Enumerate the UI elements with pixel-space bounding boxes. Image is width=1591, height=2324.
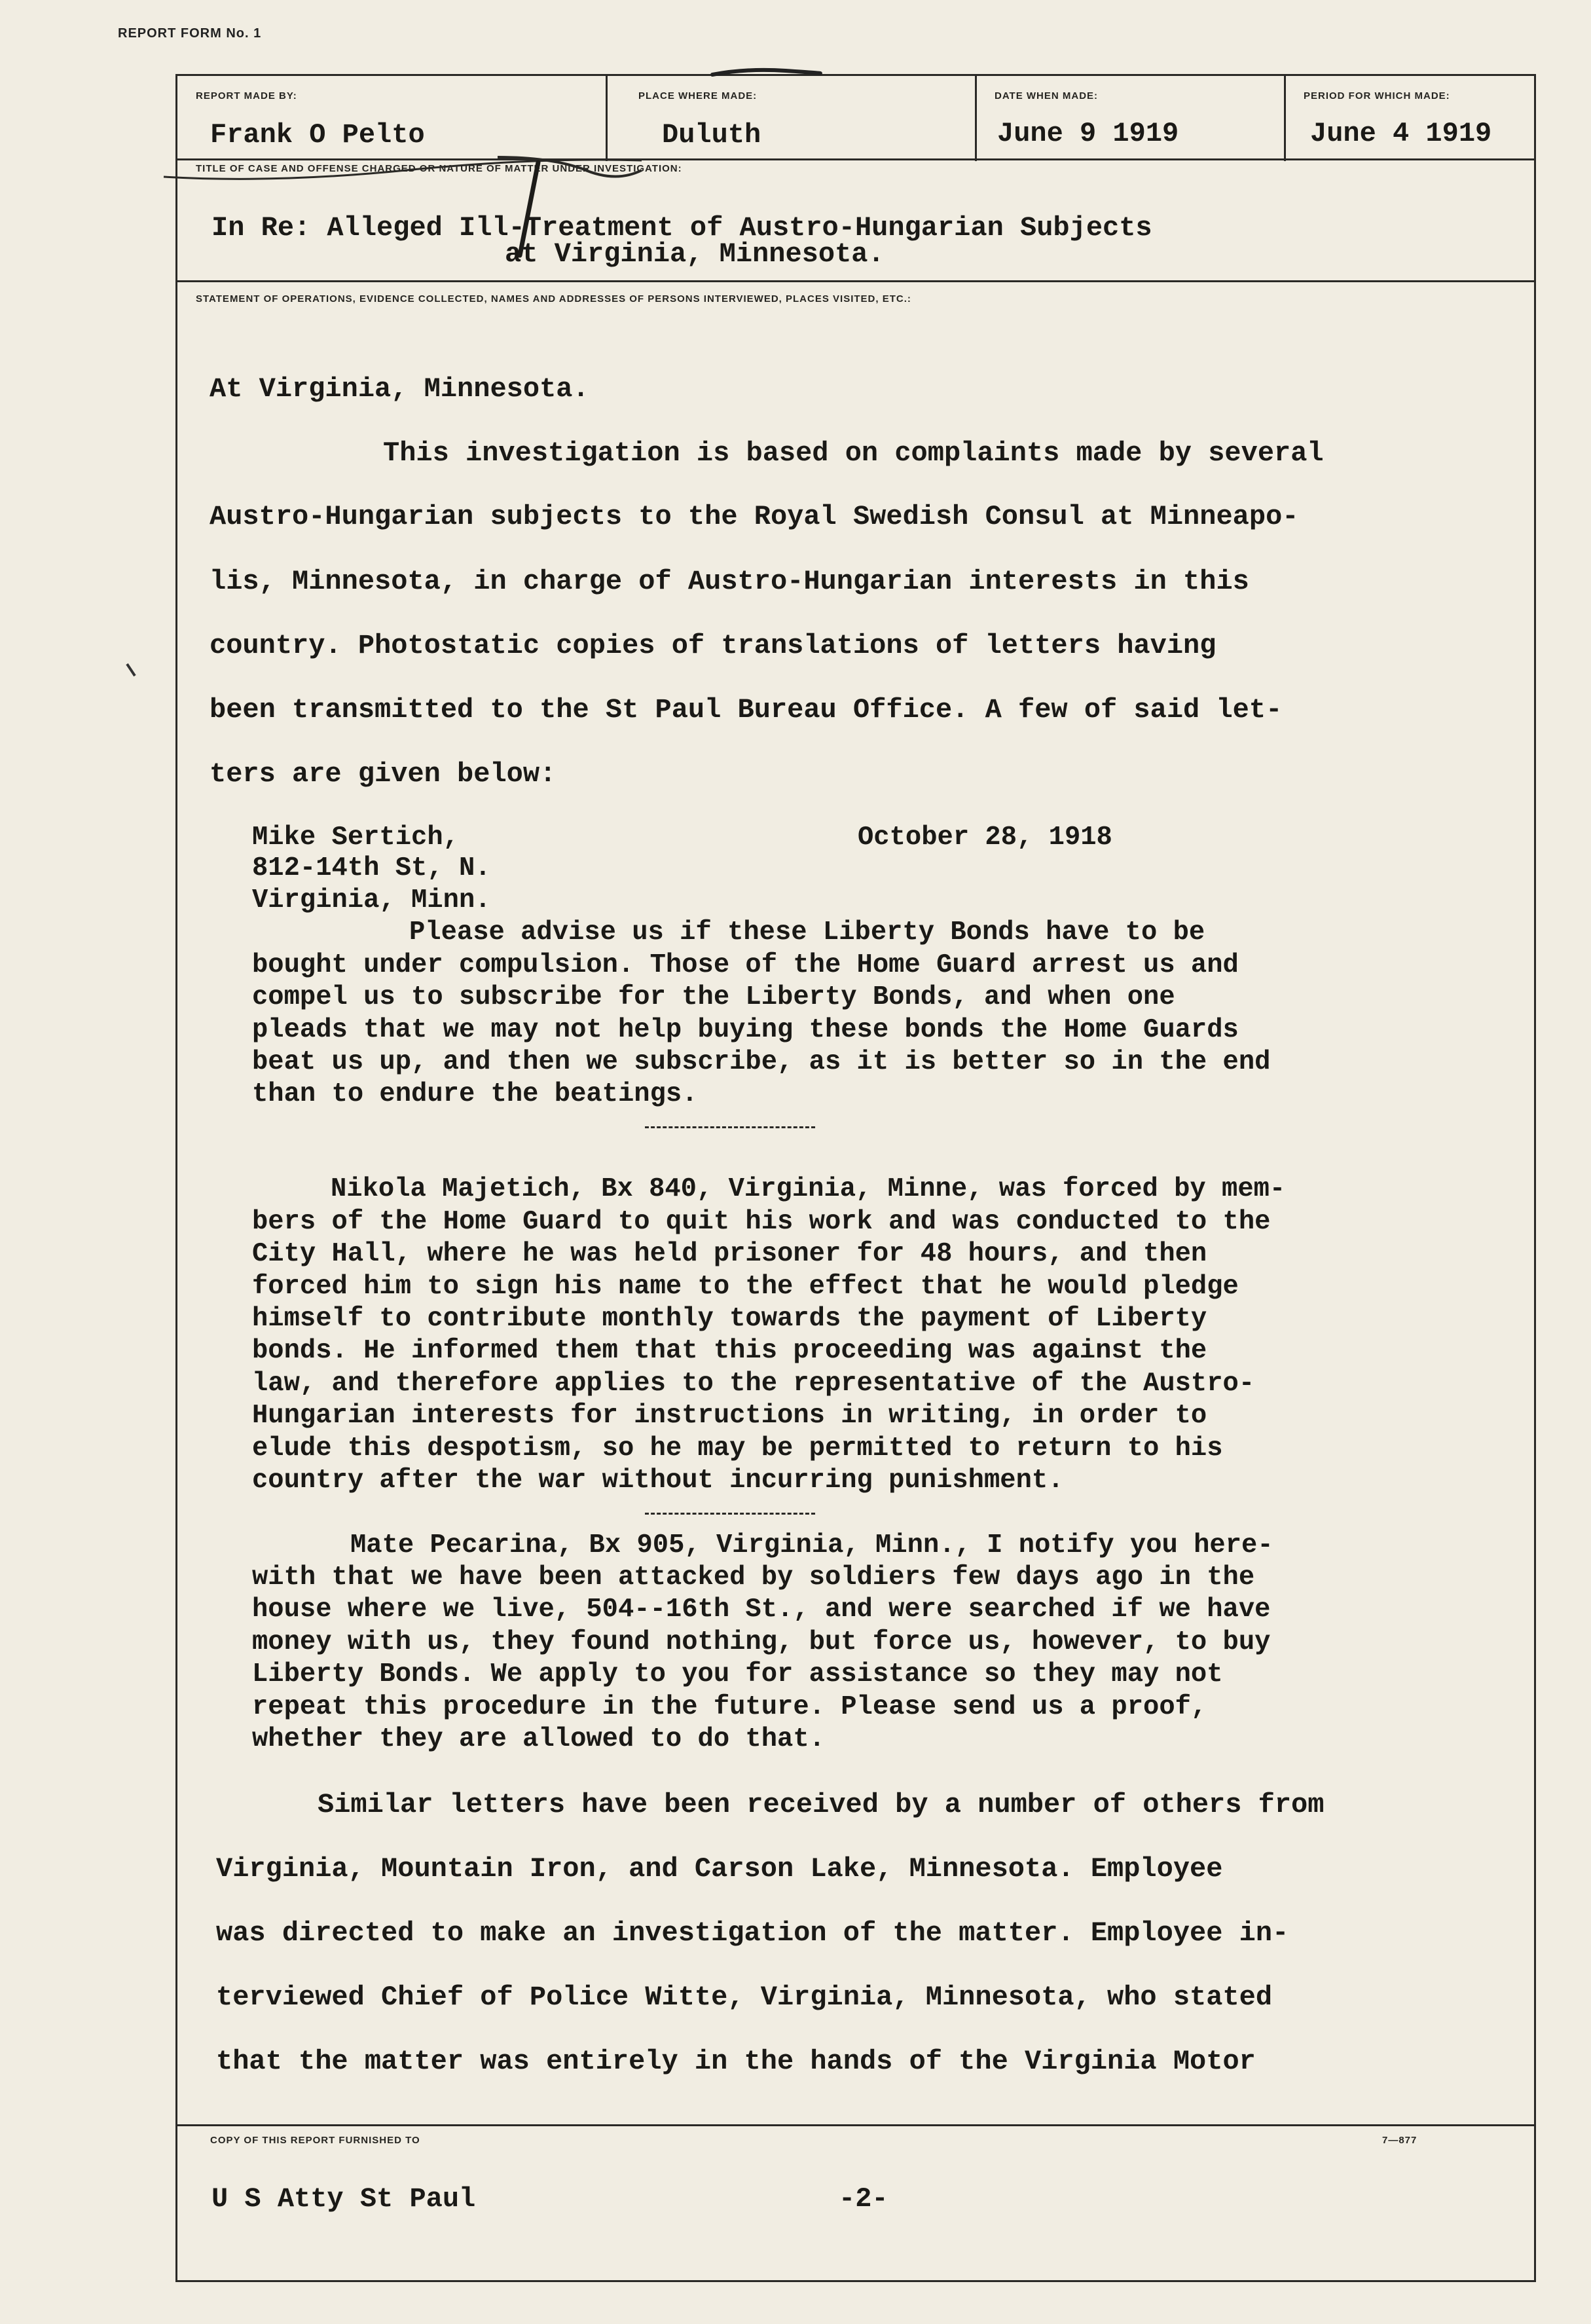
form-number: REPORT FORM No. 1 [118, 26, 262, 41]
place-label: PLACE WHERE MADE: [638, 90, 758, 101]
intro-line: lis, Minnesota, in charge of Austro-Hungarian interests in this [210, 566, 1249, 597]
intro-line: ters are given below: [210, 758, 557, 790]
title-label: TITLE OF CASE AND OFFENSE CHARGED OR NATURE OF MATTER UNDER INVESTIGATION: [196, 163, 682, 174]
letter-separator [645, 1513, 815, 1515]
letter1-address: 812-14th St, N. [252, 853, 491, 883]
footer-rule [177, 2124, 1534, 2126]
letter3-line: house where we live, 504--16th St., and were searched if we have [252, 1595, 1271, 1625]
intro-line: been transmitted to the St Paul Bureau Office. A few of said let- [210, 694, 1283, 726]
ink-mark [707, 59, 825, 85]
form-code: 7—877 [1382, 2135, 1417, 2146]
intro-line: country. Photostatic copies of translations of letters having [210, 630, 1216, 661]
closing-line: that the matter was entirely in the hands of the Virginia Motor [216, 2046, 1256, 2077]
letter1-line: Please advise us if these Liberty Bonds have to be [409, 917, 1205, 948]
closing-line: was directed to make an investigation of the matter. Employee in- [216, 1917, 1289, 1949]
report-made-by-value: Frank O Pelto [210, 119, 425, 151]
margin-tick-mark [124, 661, 140, 681]
case-title-line-2: at Virginia, Minnesota. [505, 238, 885, 270]
closing-line: Virginia, Mountain Iron, and Carson Lake, Minnesota. Employee [216, 1853, 1223, 1885]
letter3-line: whether they are allowed to do that. [252, 1724, 825, 1754]
closing-line: terviewed Chief of Police Witte, Virginia, Minnesota, who stated [216, 1982, 1273, 2013]
letter2-line: himself to contribute monthly towards the payment of Liberty [252, 1304, 1207, 1334]
letter3-line: with that we have been attacked by soldiers few days ago in the [252, 1562, 1255, 1593]
period-value: June 4 1919 [1310, 118, 1492, 149]
letter2-line: law, and therefore applies to the representative of the Austro- [252, 1369, 1255, 1399]
letter1-name: Mike Sertich, [252, 822, 459, 853]
letter-separator [645, 1126, 815, 1128]
letter2-line: forced him to sign his name to the effect that he would pledge [252, 1272, 1239, 1302]
letter3-line: repeat this procedure in the future. Please send us a proof, [252, 1692, 1207, 1722]
date-label: DATE WHEN MADE: [995, 90, 1099, 101]
intro-line: This investigation is based on complaints made by several [383, 437, 1324, 469]
report-made-by-label: REPORT MADE BY: [196, 90, 297, 101]
date-value: June 9 1919 [997, 118, 1179, 149]
letter2-line: bonds. He informed them that this proceeding was against the [252, 1336, 1207, 1366]
letter1-line: than to endure the beatings. [252, 1079, 698, 1109]
letter1-line: beat us up, and then we subscribe, as it is better so in the end [252, 1047, 1271, 1077]
letter1-line: compel us to subscribe for the Liberty Bonds, and when one [252, 982, 1175, 1012]
letter1-address: Virginia, Minn. [252, 885, 491, 915]
place-value: Duluth [662, 119, 761, 151]
letter3-line: Liberty Bonds. We apply to you for assistance so they may not [252, 1659, 1223, 1689]
letter2-line: elude this despotism, so he may be permitted to return to his [252, 1433, 1223, 1464]
intro-line: Austro-Hungarian subjects to the Royal Swedish Consul at Minneapo- [210, 501, 1299, 532]
letter2-line: country after the war without incurring punishment. [252, 1466, 1064, 1496]
title-rule [177, 280, 1534, 282]
period-label: PERIOD FOR WHICH MADE: [1304, 90, 1450, 101]
pencil-underline-mark [157, 131, 655, 210]
header-divider [975, 76, 977, 161]
letter2-line: Nikola Majetich, Bx 840, Virginia, Minne, was forced by mem- [331, 1174, 1286, 1204]
letter1-date: October 28, 1918 [858, 822, 1112, 853]
copy-furnished-label: COPY OF THIS REPORT FURNISHED TO [210, 2135, 420, 2146]
letter2-line: City Hall, where he was held prisoner for 48 hours, and then [252, 1239, 1207, 1269]
pencil-stroke-mark [511, 157, 550, 262]
case-title-line-1: In Re: Alleged Ill-Treatment of Austro-Hungarian Subjects [211, 212, 1152, 244]
letter3-line: Mate Pecarina, Bx 905, Virginia, Minn., I notify you here- [350, 1530, 1273, 1560]
letter2-line: bers of the Home Guard to quit his work and was conducted to the [252, 1207, 1271, 1237]
intro-line: At Virginia, Minnesota. [210, 373, 589, 405]
copy-furnished-to: U S Atty St Paul [211, 2183, 476, 2215]
letter3-line: money with us, they found nothing, but force us, however, to buy [252, 1627, 1271, 1657]
header-divider [1284, 76, 1286, 161]
page-number: -2- [839, 2183, 888, 2215]
letter2-line: Hungarian interests for instructions in writing, in order to [252, 1401, 1207, 1431]
closing-line: Similar letters have been received by a number of others from [318, 1789, 1325, 1820]
letter1-line: pleads that we may not help buying these bonds the Home Guards [252, 1015, 1239, 1045]
letter1-line: bought under compulsion. Those of the Home Guard arrest us and [252, 950, 1239, 980]
statement-label: STATEMENT OF OPERATIONS, EVIDENCE COLLECTED, NAMES AND ADDRESSES OF PERSONS INTERVIEWED, PLACES VISITED, ETC.: [196, 293, 911, 304]
